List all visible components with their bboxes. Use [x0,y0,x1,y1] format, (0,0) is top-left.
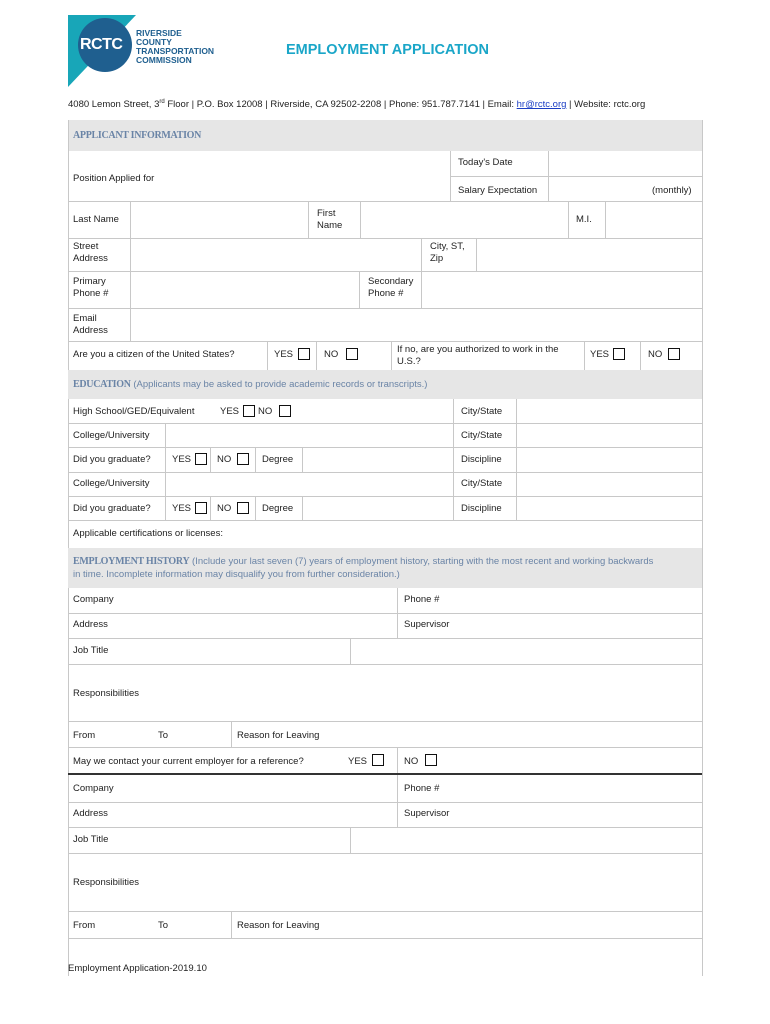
city-line: Zip [430,253,444,264]
citizen-no-label: NO [324,349,339,360]
degree-input[interactable] [303,497,453,520]
address-sup: rd [159,99,165,105]
email-line: Email [73,313,97,324]
reason-label: Reason for Leaving [237,730,320,741]
secondary-phone-line: Secondary [368,276,414,287]
citizen-yes-label: YES [274,349,294,360]
address-post: | Website: rctc.org [566,99,646,111]
todays-date-input[interactable] [548,151,702,176]
employment-heading [73,556,653,567]
city-line: City, ST, [430,241,465,252]
supervisor-input[interactable] [460,803,702,827]
college-city-label: City/State [461,430,503,441]
grad-yes-checkbox[interactable] [195,453,207,465]
discipline-input[interactable] [517,448,702,472]
street-label [73,241,108,265]
rctc-logo [68,15,218,89]
supervisor-label: Supervisor [404,619,450,630]
employment-band [68,548,702,588]
college-city-input[interactable] [517,424,702,447]
high-school-label: High School/GED/Equivalent [73,406,195,417]
from-label: From [73,920,96,931]
address-input[interactable] [125,614,397,638]
email-line: Address [73,325,108,336]
education-heading [73,379,427,390]
to-label: To [158,730,169,741]
first-name-input[interactable] [361,202,568,238]
reference-no-label: NO [404,756,419,767]
authorized-question [397,344,559,368]
phone-label: Phone # [404,594,440,605]
education-title: EDUCATION [73,379,131,390]
supervisor-input[interactable] [460,614,702,638]
employment-note-2: in time. Incomplete information may disqualify you from further consideration.) [73,569,400,580]
grad-no-label: NO [217,454,232,465]
responsibilities-label: Responsibilities [73,877,140,888]
phone-label: Phone # [404,783,440,794]
responsibilities-input[interactable] [150,665,702,721]
college-input[interactable] [166,473,453,496]
employment-title: EMPLOYMENT HISTORY [73,556,190,567]
certifications-input[interactable] [240,521,702,547]
logo-text: RCTC [80,36,123,53]
address-input[interactable] [125,803,397,827]
address-label: Address [73,619,108,630]
job-title-input[interactable] [125,828,350,853]
company-label: Company [73,594,114,605]
grad-no-checkbox[interactable] [237,502,249,514]
primary-phone-label [73,276,108,300]
street-line: Street [73,241,99,252]
address-pre: 4080 Lemon Street, 3 [68,99,160,111]
org-line: COUNTY [136,37,172,47]
authorized-yes-label: YES [590,349,610,360]
college-city-input[interactable] [517,473,702,496]
street-line: Address [73,253,108,264]
secondary-phone-input[interactable] [422,272,702,308]
position-input[interactable] [160,151,450,201]
applicant-heading: APPLICANT INFORMATION [73,130,202,141]
company-input[interactable] [125,589,397,613]
grad-no-label: NO [217,503,232,514]
todays-date-label: Today's Date [458,157,513,168]
page-title: EMPLOYMENT APPLICATION [286,42,489,58]
grad-yes-label: YES [172,454,192,465]
reason-input[interactable] [330,912,702,938]
from-label: From [73,730,96,741]
to-label: To [158,920,169,931]
last-name-label: Last Name [73,214,119,225]
hs-yes-checkbox[interactable] [243,405,255,417]
primary-phone-line: Phone # [73,288,109,299]
first-name-line: First [317,208,336,219]
job-title-label: Job Title [73,645,109,656]
first-name-line: Name [317,220,343,231]
reason-label: Reason for Leaving [237,920,320,931]
grad-no-checkbox[interactable] [237,453,249,465]
contact-line [68,96,645,111]
discipline-label: Discipline [461,503,502,514]
org-line: COMMISSION [136,55,192,65]
company-label: Company [73,783,114,794]
hs-no-label: NO [258,406,273,417]
address-label: Address [73,808,108,819]
salary-input[interactable] [548,177,648,201]
citizen-no-checkbox[interactable] [346,348,358,360]
position-label: Position Applied for [73,173,155,184]
reason-input[interactable] [330,722,702,747]
authorized-line: If no, are you authorized to work in the [397,344,559,355]
graduate-question: Did you graduate? [73,454,151,465]
reference-no-checkbox[interactable] [425,754,437,766]
email-label [73,313,108,337]
citizen-question: Are you a citizen of the United States? [73,349,235,360]
discipline-input[interactable] [517,497,702,520]
discipline-label: Discipline [461,454,502,465]
company-input[interactable] [125,776,397,802]
authorized-line: U.S.? [397,356,421,367]
college-input[interactable] [166,424,453,447]
authorized-no-label: NO [648,349,663,360]
footer-label: Employment Application-2019.10 [68,963,207,974]
reference-yes-checkbox[interactable] [372,754,384,766]
monthly-label: (monthly) [652,185,692,196]
mi-input[interactable] [606,202,702,238]
education-note: (Applicants may be asked to provide academic records or transcripts.) [130,379,428,390]
email-input[interactable] [131,309,702,341]
college-label: College/University [73,478,150,489]
org-line: TRANSPORTATION [136,46,215,56]
phone-input[interactable] [450,776,702,802]
citizen-yes-checkbox[interactable] [298,348,310,360]
authorized-no-checkbox[interactable] [668,348,680,360]
reference-yes-label: YES [348,756,368,767]
responsibilities-label: Responsibilities [73,688,140,699]
supervisor-label: Supervisor [404,808,450,819]
degree-label: Degree [262,503,294,514]
grad-yes-checkbox[interactable] [195,502,207,514]
primary-phone-input[interactable] [131,272,359,308]
org-name [136,29,214,65]
mi-label: M.I. [576,214,592,225]
responsibilities-input[interactable] [150,854,702,911]
street-input[interactable] [131,239,421,271]
authorized-yes-checkbox[interactable] [613,348,625,360]
email-link[interactable]: hr@rctc.org [516,99,567,111]
degree-input[interactable] [303,448,453,472]
graduate-question: Did you graduate? [73,503,151,514]
employer-divider [68,773,702,775]
job-title-label: Job Title [73,834,109,845]
secondary-phone-line: Phone # [368,288,404,299]
address-mid: Floor | P.O. Box 12008 | Riverside, CA 92502-2208 | Phone: 951.787.7141 | Email: [164,99,517,111]
job-title-input[interactable] [125,639,350,664]
hs-yes-label: YES [220,406,240,417]
salary-label: Salary Expectation [458,185,538,196]
reference-question: May we contact your current employer for a reference? [73,756,304,767]
college-city-label: City/State [461,478,503,489]
secondary-phone-label [368,276,413,300]
certifications-label: Applicable certifications or licenses: [73,528,223,539]
city-input[interactable] [477,239,702,271]
hs-city-input[interactable] [517,400,702,423]
first-name-label [317,208,342,232]
hs-city-label: City/State [461,406,503,417]
degree-label: Degree [262,454,294,465]
city-label [430,241,465,265]
grad-yes-label: YES [172,503,192,514]
primary-phone-line: Primary [73,276,106,287]
last-name-input[interactable] [130,202,308,238]
hs-no-checkbox[interactable] [279,405,291,417]
college-label: College/University [73,430,150,441]
phone-input[interactable] [450,589,702,613]
org-line: RIVERSIDE [136,28,182,38]
employment-note-1: (Include your last seven (7) years of employment history, starting with the most recent and working backwards [189,556,654,567]
